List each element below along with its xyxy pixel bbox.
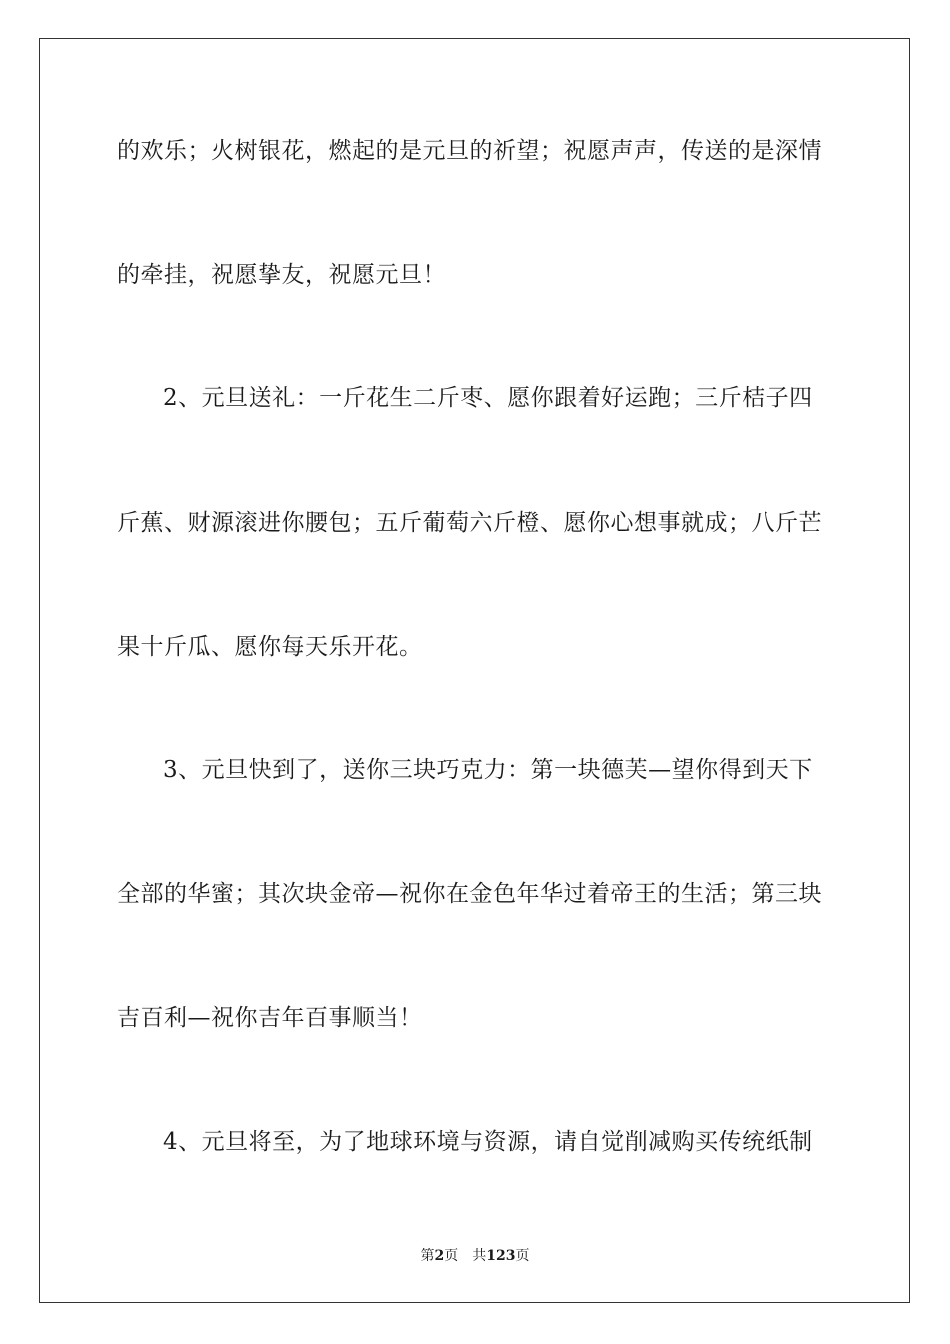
paragraph-2-start: 2、元旦送礼：一斤花生二斤枣、愿你跟着好运跑；三斤桔子四	[163, 385, 813, 411]
paragraph-3-start: 3、元旦快到了，送你三块巧克力：第一块德芙—望你得到天下	[163, 757, 813, 783]
body-text-line: 全部的华蜜；其次块金帝—祝你在金色年华过着帝王的生活；第三块	[117, 881, 822, 907]
body-text-line: 的欢乐；火树银花，燃起的是元旦的祈望；祝愿声声，传送的是深情	[117, 138, 822, 164]
body-text-line: 吉百利—祝你吉年百事顺当！	[117, 1005, 423, 1031]
footer-total-pages: 123	[486, 1248, 516, 1264]
footer-total-prefix: 共	[472, 1248, 487, 1264]
footer-total-suffix: 页	[515, 1248, 530, 1264]
paragraph-4-start: 4、元旦将至，为了地球环境与资源，请自觉削减购买传统纸制	[163, 1129, 813, 1155]
page-footer	[0, 1247, 950, 1265]
page-border	[39, 38, 910, 1303]
footer-page-number: 2	[434, 1248, 445, 1264]
body-text-line: 的牵挂，祝愿挚友，祝愿元旦！	[117, 262, 446, 288]
footer-page-prefix: 第	[420, 1248, 435, 1264]
body-text-line: 斤蕉、财源滚进你腰包；五斤葡萄六斤橙、愿你心想事就成；八斤芒	[117, 510, 822, 536]
footer-page-suffix: 页	[444, 1248, 459, 1264]
body-text-line: 果十斤瓜、愿你每天乐开花。	[117, 634, 423, 660]
